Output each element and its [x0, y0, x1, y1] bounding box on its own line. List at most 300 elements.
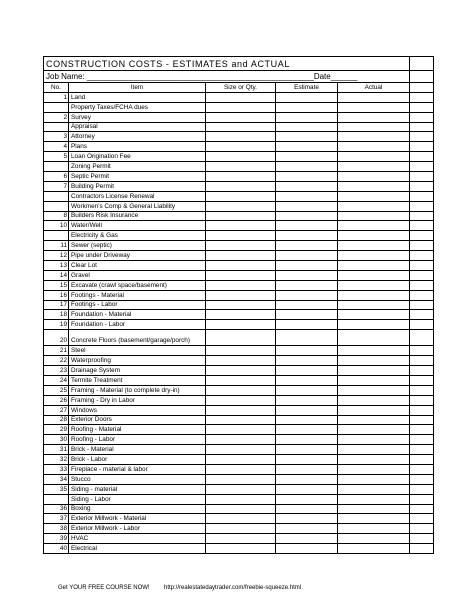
blank-cell: [410, 375, 434, 385]
actual-cell[interactable]: [338, 211, 410, 221]
estimate-cell[interactable]: [276, 504, 338, 514]
size-qty-cell[interactable]: [206, 385, 276, 395]
row-number: 6: [44, 172, 69, 182]
row-number: [44, 201, 69, 211]
row-number: 16: [44, 290, 69, 300]
row-number: 5: [44, 152, 69, 162]
table-row: [44, 425, 434, 435]
estimate-cell[interactable]: [276, 261, 338, 271]
blank-cell: [410, 142, 434, 152]
table-row: [44, 494, 434, 504]
row-number: 36: [44, 504, 69, 514]
job-name-field[interactable]: Job Name: ___________________________________________________Date______: [44, 71, 410, 83]
actual-cell[interactable]: [338, 504, 410, 514]
estimate-cell[interactable]: [276, 494, 338, 504]
size-qty-cell[interactable]: [206, 445, 276, 455]
table-row: [44, 251, 434, 261]
table-row: [44, 211, 434, 221]
estimate-cell[interactable]: [276, 544, 338, 554]
row-number: 23: [44, 366, 69, 376]
estimate-cell[interactable]: [276, 221, 338, 231]
row-number: 7: [44, 181, 69, 191]
estimate-cell[interactable]: [276, 346, 338, 356]
actual-cell[interactable]: [338, 320, 410, 330]
row-item: Contractors License Renewal: [69, 191, 206, 201]
free-course-text: Get YOUR FREE COURSE NOW!: [58, 585, 150, 591]
row-item: Windows: [69, 405, 206, 415]
row-item: HVAC: [69, 534, 206, 544]
table-row: [44, 102, 434, 112]
estimate-cell[interactable]: [276, 514, 338, 524]
table-row: [44, 544, 434, 554]
size-qty-cell[interactable]: [206, 534, 276, 544]
size-qty-cell[interactable]: [206, 112, 276, 122]
estimate-cell[interactable]: [276, 132, 338, 142]
size-qty-cell[interactable]: [206, 415, 276, 425]
actual-cell[interactable]: [338, 494, 410, 504]
estimate-cell[interactable]: [276, 191, 338, 201]
table-row: [44, 356, 434, 366]
actual-cell[interactable]: [338, 356, 410, 366]
estimate-cell[interactable]: [276, 484, 338, 494]
estimate-cell[interactable]: [276, 251, 338, 261]
table-row: [44, 310, 434, 320]
blank-cell: [410, 320, 434, 330]
row-item: Land: [69, 92, 206, 102]
actual-cell[interactable]: [338, 484, 410, 494]
row-number: 4: [44, 142, 69, 152]
estimate-cell[interactable]: [276, 330, 338, 346]
row-number: [44, 494, 69, 504]
row-item: Septic Permit: [69, 172, 206, 182]
table-row: [44, 385, 434, 395]
actual-cell[interactable]: [338, 280, 410, 290]
sheet-title: CONSTRUCTION COSTS - ESTIMATES and ACTUAL: [44, 57, 410, 71]
blank-cell: [410, 504, 434, 514]
actual-cell[interactable]: [338, 474, 410, 484]
row-number: [44, 122, 69, 132]
row-item: Gravel: [69, 270, 206, 280]
actual-cell[interactable]: [338, 524, 410, 534]
row-number: 34: [44, 474, 69, 484]
estimate-cell[interactable]: [276, 455, 338, 465]
row-item: Footings - Labor: [69, 300, 206, 310]
blank-cell: [410, 261, 434, 271]
table-row: [44, 300, 434, 310]
row-item: Footings - Material: [69, 290, 206, 300]
blank-cell: [410, 425, 434, 435]
size-qty-cell[interactable]: [206, 132, 276, 142]
size-qty-cell[interactable]: [206, 395, 276, 405]
estimate-cell[interactable]: [276, 92, 338, 102]
table-row: [44, 455, 434, 465]
estimate-cell[interactable]: [276, 464, 338, 474]
row-number: 11: [44, 241, 69, 251]
row-item: Steel: [69, 346, 206, 356]
col-header-estimate: Estimate: [276, 83, 338, 93]
blank-cell: [410, 102, 434, 112]
row-number: 33: [44, 464, 69, 474]
blank-cell: [410, 474, 434, 484]
blank-cell: [410, 181, 434, 191]
row-number: 1: [44, 92, 69, 102]
size-qty-cell[interactable]: [206, 241, 276, 251]
table-row: [44, 122, 434, 132]
estimate-cell[interactable]: [276, 231, 338, 241]
size-qty-cell[interactable]: [206, 544, 276, 554]
actual-cell[interactable]: [338, 464, 410, 474]
row-number: 35: [44, 484, 69, 494]
estimate-cell[interactable]: [276, 102, 338, 112]
row-item: Drainage System: [69, 366, 206, 376]
row-number: 30: [44, 435, 69, 445]
estimate-cell[interactable]: [276, 385, 338, 395]
actual-cell[interactable]: [338, 132, 410, 142]
blank-cell: [410, 172, 434, 182]
actual-cell[interactable]: [338, 534, 410, 544]
size-qty-cell[interactable]: [206, 142, 276, 152]
row-number: 3: [44, 132, 69, 142]
blank-cell: [410, 191, 434, 201]
blank-cell: [410, 514, 434, 524]
job-name-row: [44, 71, 434, 83]
estimate-cell[interactable]: [276, 534, 338, 544]
table-row: [44, 112, 434, 122]
row-item: Zoning Permit: [69, 162, 206, 172]
blank-cell: [410, 385, 434, 395]
size-qty-cell[interactable]: [206, 356, 276, 366]
row-item: Brick - Labor: [69, 455, 206, 465]
actual-cell[interactable]: [338, 162, 410, 172]
row-number: 31: [44, 445, 69, 455]
estimate-cell[interactable]: [276, 122, 338, 132]
size-qty-cell[interactable]: [206, 152, 276, 162]
blank-cell: [410, 221, 434, 231]
size-qty-cell[interactable]: [206, 280, 276, 290]
actual-cell[interactable]: [338, 455, 410, 465]
table-row: [44, 201, 434, 211]
estimate-cell[interactable]: [276, 201, 338, 211]
estimate-cell[interactable]: [276, 415, 338, 425]
blank-cell: [410, 57, 434, 71]
actual-cell[interactable]: [338, 102, 410, 112]
table-row: [44, 415, 434, 425]
size-qty-cell[interactable]: [206, 474, 276, 484]
table-row: [44, 435, 434, 445]
estimate-cell[interactable]: [276, 474, 338, 484]
blank-cell: [410, 415, 434, 425]
estimate-cell[interactable]: [276, 112, 338, 122]
size-qty-cell[interactable]: [206, 102, 276, 112]
actual-cell[interactable]: [338, 385, 410, 395]
table-row: [44, 270, 434, 280]
size-qty-cell[interactable]: [206, 181, 276, 191]
size-qty-cell[interactable]: [206, 231, 276, 241]
size-qty-cell[interactable]: [206, 514, 276, 524]
estimate-cell[interactable]: [276, 211, 338, 221]
actual-cell[interactable]: [338, 270, 410, 280]
row-item: Boxing: [69, 504, 206, 514]
actual-cell[interactable]: [338, 346, 410, 356]
size-qty-cell[interactable]: [206, 330, 276, 346]
row-item: Building Permit: [69, 181, 206, 191]
row-item: Waterproofing: [69, 356, 206, 366]
size-qty-cell[interactable]: [206, 172, 276, 182]
row-number: 40: [44, 544, 69, 554]
blank-cell: [410, 201, 434, 211]
row-number: 22: [44, 356, 69, 366]
blank-cell: [410, 132, 434, 142]
actual-cell[interactable]: [338, 122, 410, 132]
table-row: [44, 152, 434, 162]
table-row: [44, 221, 434, 231]
estimate-cell[interactable]: [276, 310, 338, 320]
row-item: Exterior Doors: [69, 415, 206, 425]
table-row: [44, 445, 434, 455]
blank-cell: [410, 534, 434, 544]
row-item: Water/Well: [69, 221, 206, 231]
row-item: Workmen's Comp & General Liability: [69, 201, 206, 211]
size-qty-cell[interactable]: [206, 191, 276, 201]
size-qty-cell[interactable]: [206, 251, 276, 261]
size-qty-cell[interactable]: [206, 162, 276, 172]
estimate-cell[interactable]: [276, 356, 338, 366]
size-qty-cell[interactable]: [206, 484, 276, 494]
row-number: 8: [44, 211, 69, 221]
row-number: 26: [44, 395, 69, 405]
row-number: 27: [44, 405, 69, 415]
table-row: [44, 464, 434, 474]
row-item: Exterior Millwork - Material: [69, 514, 206, 524]
row-item: Roofing - Labor: [69, 435, 206, 445]
actual-cell[interactable]: [338, 112, 410, 122]
row-number: 14: [44, 270, 69, 280]
actual-cell[interactable]: [338, 191, 410, 201]
footer: [58, 585, 302, 591]
blank-cell: [410, 122, 434, 132]
actual-cell[interactable]: [338, 300, 410, 310]
blank-cell: [410, 366, 434, 376]
row-item: Electrical: [69, 544, 206, 554]
actual-cell[interactable]: [338, 330, 410, 346]
blank-cell: [410, 494, 434, 504]
table-row: [44, 92, 434, 102]
actual-cell[interactable]: [338, 92, 410, 102]
size-qty-cell[interactable]: [206, 122, 276, 132]
size-qty-cell[interactable]: [206, 504, 276, 514]
size-qty-cell[interactable]: [206, 211, 276, 221]
table-row: [44, 142, 434, 152]
row-number: 28: [44, 415, 69, 425]
size-qty-cell[interactable]: [206, 221, 276, 231]
row-number: 13: [44, 261, 69, 271]
blank-cell: [410, 280, 434, 290]
table-row: [44, 484, 434, 494]
actual-cell[interactable]: [338, 375, 410, 385]
actual-cell[interactable]: [338, 310, 410, 320]
row-item: Framing - Material (to complete dry-in): [69, 385, 206, 395]
footer-link[interactable]: http://realestatedaytrader.com/freebie-squeeze.html: [164, 585, 302, 591]
size-qty-cell[interactable]: [206, 524, 276, 534]
table-row: [44, 504, 434, 514]
actual-cell[interactable]: [338, 152, 410, 162]
actual-cell[interactable]: [338, 405, 410, 415]
row-number: [44, 191, 69, 201]
actual-cell[interactable]: [338, 172, 410, 182]
actual-cell[interactable]: [338, 290, 410, 300]
row-number: 12: [44, 251, 69, 261]
actual-cell[interactable]: [338, 241, 410, 251]
cost-rows: [44, 92, 434, 553]
estimate-cell[interactable]: [276, 425, 338, 435]
row-number: 20: [44, 330, 69, 346]
size-qty-cell[interactable]: [206, 320, 276, 330]
row-number: 21: [44, 346, 69, 356]
row-item: Pipe under Driveway: [69, 251, 206, 261]
size-qty-cell[interactable]: [206, 435, 276, 445]
row-number: 32: [44, 455, 69, 465]
row-number: 38: [44, 524, 69, 534]
size-qty-cell[interactable]: [206, 425, 276, 435]
col-header-size: Size or Qty.: [206, 83, 276, 93]
actual-cell[interactable]: [338, 261, 410, 271]
estimate-cell[interactable]: [276, 290, 338, 300]
size-qty-cell[interactable]: [206, 375, 276, 385]
estimate-cell[interactable]: [276, 280, 338, 290]
actual-cell[interactable]: [338, 201, 410, 211]
size-qty-cell[interactable]: [206, 261, 276, 271]
estimate-cell[interactable]: [276, 395, 338, 405]
actual-cell[interactable]: [338, 251, 410, 261]
row-item: Siding - material: [69, 484, 206, 494]
estimate-cell[interactable]: [276, 270, 338, 280]
row-item: Survey: [69, 112, 206, 122]
blank-cell: [410, 112, 434, 122]
size-qty-cell[interactable]: [206, 201, 276, 211]
blank-cell: [410, 71, 434, 83]
row-item: Electricity & Gas: [69, 231, 206, 241]
estimate-cell[interactable]: [276, 405, 338, 415]
table-row: [44, 395, 434, 405]
table-row: [44, 181, 434, 191]
row-number: [44, 162, 69, 172]
size-qty-cell[interactable]: [206, 464, 276, 474]
blank-cell: [410, 445, 434, 455]
size-qty-cell[interactable]: [206, 405, 276, 415]
estimate-cell[interactable]: [276, 366, 338, 376]
blank-cell: [410, 356, 434, 366]
row-number: 18: [44, 310, 69, 320]
size-qty-cell[interactable]: [206, 455, 276, 465]
blank-cell: [410, 484, 434, 494]
col-header-no: No.: [44, 83, 69, 93]
table-row: [44, 241, 434, 251]
row-item: Excavate (crawl space/basement): [69, 280, 206, 290]
blank-cell: [410, 270, 434, 280]
actual-cell[interactable]: [338, 395, 410, 405]
row-number: 39: [44, 534, 69, 544]
row-item: Foundation - Labor: [69, 320, 206, 330]
actual-cell[interactable]: [338, 514, 410, 524]
estimate-cell[interactable]: [276, 181, 338, 191]
table-row: [44, 534, 434, 544]
estimate-cell[interactable]: [276, 142, 338, 152]
actual-cell[interactable]: [338, 366, 410, 376]
size-qty-cell[interactable]: [206, 366, 276, 376]
row-number: [44, 231, 69, 241]
blank-cell: [410, 346, 434, 356]
table-row: [44, 231, 434, 241]
estimate-cell[interactable]: [276, 241, 338, 251]
estimate-cell[interactable]: [276, 445, 338, 455]
row-number: [44, 102, 69, 112]
table-row: [44, 290, 434, 300]
estimate-cell[interactable]: [276, 320, 338, 330]
table-row: [44, 346, 434, 356]
size-qty-cell[interactable]: [206, 92, 276, 102]
table-row: [44, 162, 434, 172]
row-item: Sewer (septic): [69, 241, 206, 251]
col-header-actual: Actual: [338, 83, 410, 93]
actual-cell[interactable]: [338, 415, 410, 425]
blank-cell: [410, 524, 434, 534]
row-item: Roofing - Material: [69, 425, 206, 435]
actual-cell[interactable]: [338, 425, 410, 435]
actual-cell[interactable]: [338, 544, 410, 554]
row-item: Clear Lot: [69, 261, 206, 271]
size-qty-cell[interactable]: [206, 300, 276, 310]
size-qty-cell[interactable]: [206, 346, 276, 356]
actual-cell[interactable]: [338, 221, 410, 231]
blank-cell: [410, 83, 434, 93]
actual-cell[interactable]: [338, 435, 410, 445]
estimate-cell[interactable]: [276, 152, 338, 162]
actual-cell[interactable]: [338, 231, 410, 241]
table-row: [44, 375, 434, 385]
actual-cell[interactable]: [338, 181, 410, 191]
blank-cell: [410, 464, 434, 474]
row-number: 17: [44, 300, 69, 310]
estimate-cell[interactable]: [276, 435, 338, 445]
blank-cell: [410, 241, 434, 251]
blank-cell: [410, 152, 434, 162]
row-item: Stucco: [69, 474, 206, 484]
size-qty-cell[interactable]: [206, 310, 276, 320]
row-item: Concrete Floors (basement/garage/porch): [69, 330, 206, 346]
estimate-cell[interactable]: [276, 524, 338, 534]
column-header-row: [44, 83, 434, 93]
title-row: [44, 57, 434, 71]
row-item: Siding - Labor: [69, 494, 206, 504]
table-row: [44, 191, 434, 201]
size-qty-cell[interactable]: [206, 494, 276, 504]
row-item: Builders Risk Insurance: [69, 211, 206, 221]
estimate-cell[interactable]: [276, 375, 338, 385]
size-qty-cell[interactable]: [206, 270, 276, 280]
blank-cell: [410, 92, 434, 102]
blank-cell: [410, 330, 434, 346]
actual-cell[interactable]: [338, 445, 410, 455]
blank-cell: [410, 395, 434, 405]
size-qty-cell[interactable]: [206, 290, 276, 300]
table-row: [44, 320, 434, 330]
estimate-cell[interactable]: [276, 162, 338, 172]
estimate-cell[interactable]: [276, 172, 338, 182]
row-item: Brick - Material: [69, 445, 206, 455]
estimate-cell[interactable]: [276, 300, 338, 310]
actual-cell[interactable]: [338, 142, 410, 152]
blank-cell: [410, 231, 434, 241]
